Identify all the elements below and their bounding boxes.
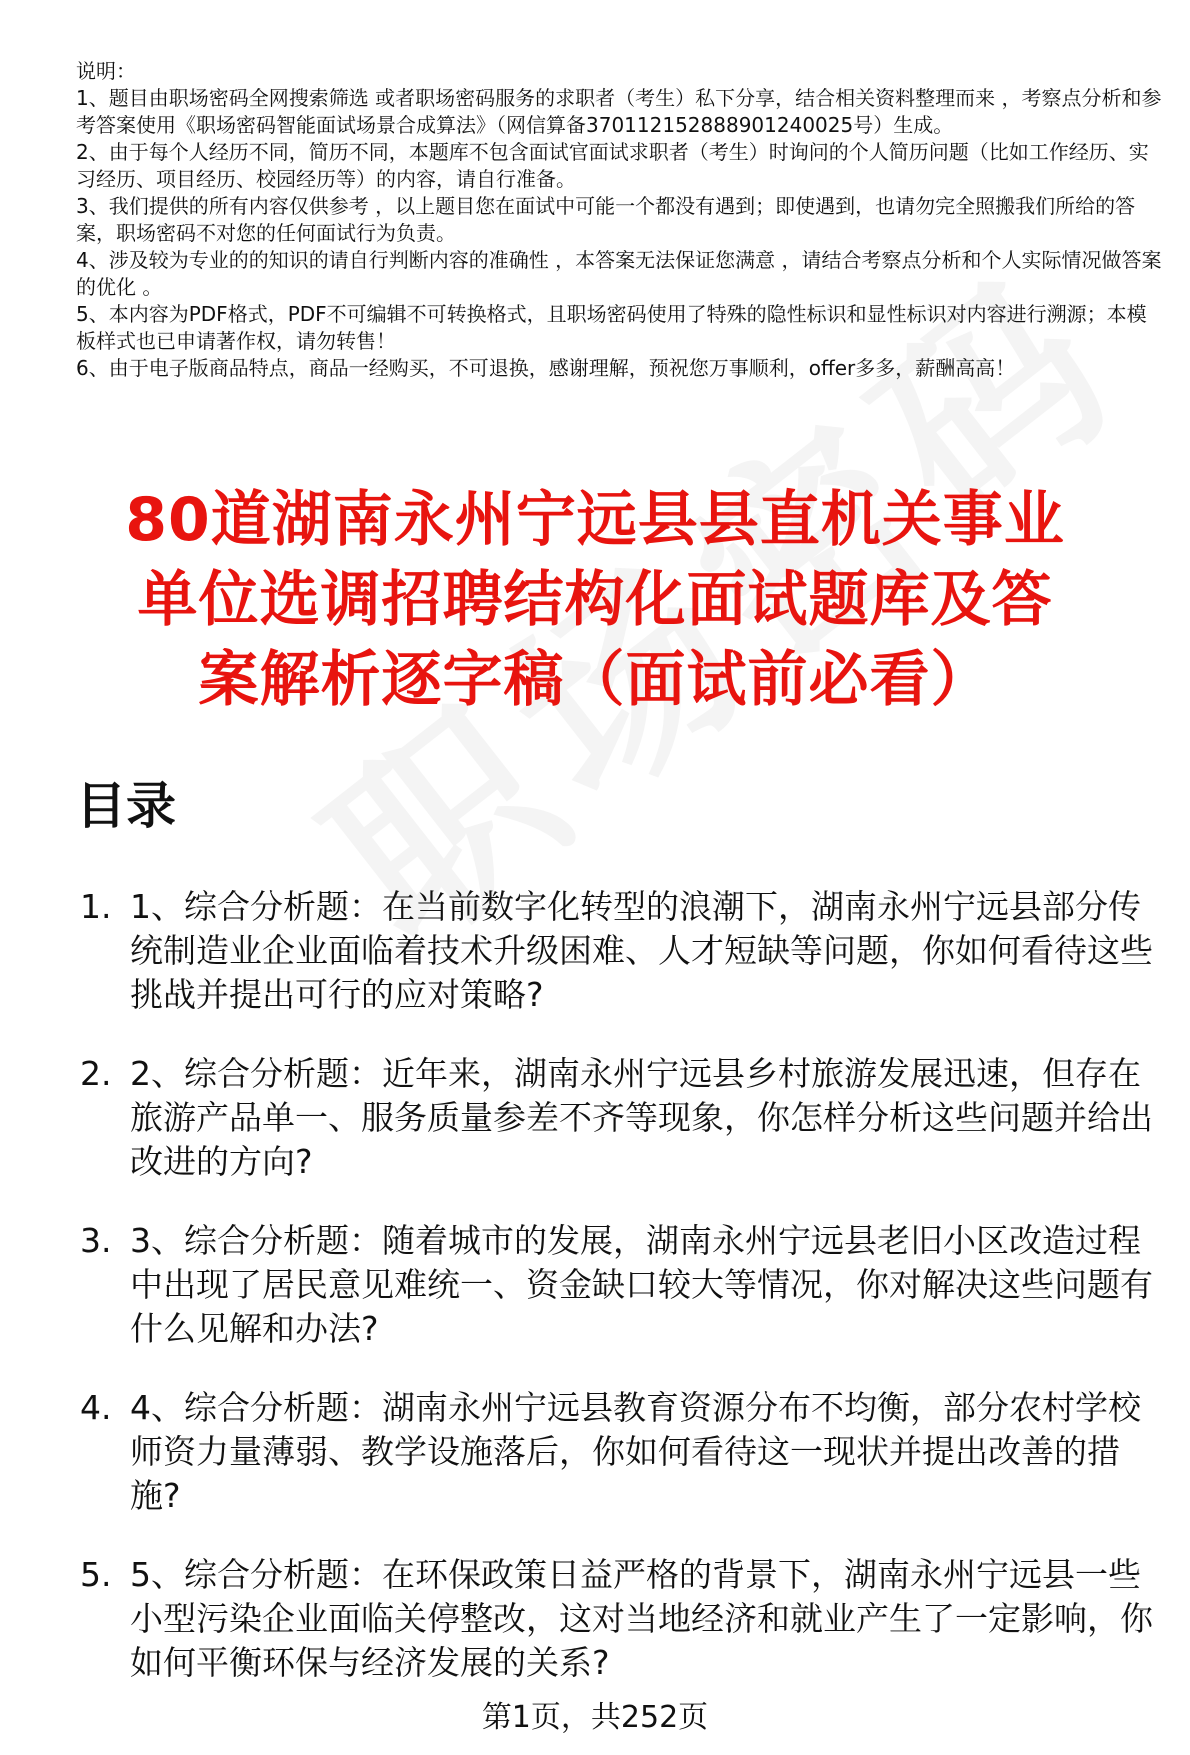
toc-item[interactable]: [76, 1052, 1170, 1184]
toc-item-number: 3.: [80, 1221, 112, 1260]
title-line-3: 案解析逐字稿（面试前必看）: [198, 645, 992, 715]
notice-item-4: 4、涉及较为专业的的知识的请自行判断内容的准确性 ，本答案无法保证您满意 ，请结合考察点分析和个人实际情况做答案的优化 。: [76, 248, 1162, 299]
document-title: [40, 480, 1150, 720]
toc-item[interactable]: [76, 885, 1170, 1017]
toc-item-text: 1、综合分析题：在当前数字化转型的浪潮下，湖南永州宁远县部分传统制造业企业面临着技术升级困难、人才短缺等问题，你如何看待这些挑战并提出可行的应对策略?: [130, 887, 1153, 1014]
toc-item-number: 5.: [80, 1555, 112, 1594]
toc-list: [76, 885, 1170, 1720]
notice-item-5: 5、本内容为PDF格式，PDF不可编辑不可转换格式，且职场密码使用了特殊的隐性标识和显性标识对内容进行溯源；本模板样式也已申请著作权，请勿转售！: [76, 302, 1147, 353]
toc-item-text: 2、综合分析题：近年来，湖南永州宁远县乡村旅游发展迅速，但存在旅游产品单一、服务质量参差不齐等现象，你怎样分析这些问题并给出改进的方向?: [130, 1054, 1153, 1181]
toc-item-number: 4.: [80, 1388, 112, 1427]
toc-item-number: 1.: [80, 887, 112, 926]
page-number-footer: 第1页，共252页: [481, 1700, 709, 1735]
toc-item[interactable]: [76, 1219, 1170, 1351]
toc-item[interactable]: [76, 1386, 1170, 1518]
toc-item-number: 2.: [80, 1054, 112, 1093]
notice-item-3: 3、我们提供的所有内容仅供参考 ，以上题目您在面试中可能一个都没有遇到；即使遇到，也请勿完全照搬我们所给的答案，职场密码不对您的任何面试行为负责。: [76, 194, 1136, 245]
notice-item-6: 6、由于电子版商品特点，商品一经购买，不可退换，感谢理解，预祝您万事顺利，offer多多，薪酬高高！: [76, 356, 1016, 380]
notice-item-1: 1、题目由职场密码全网搜索筛选 或者职场密码服务的求职者（考生）私下分享，结合相关资料整理而来 ，考察点分析和参考答案使用《职场密码智能面试场景合成算法》（网信算备370112152888901240025号）生成。: [76, 86, 1162, 137]
toc-heading: 目录: [76, 777, 176, 835]
title-line-2: 单位选调招聘结构化面试题库及答: [137, 565, 1053, 635]
toc-item-text: 3、综合分析题：随着城市的发展，湖南永州宁远县老旧小区改造过程中出现了居民意见难统一、资金缺口较大等情况，你对解决这些问题有什么见解和办法?: [130, 1221, 1153, 1348]
toc-item-text: 5、综合分析题：在环保政策日益严格的背景下，湖南永州宁远县一些小型污染企业面临关停整改，这对当地经济和就业产生了一定影响，你如何平衡环保与经济发展的关系?: [130, 1555, 1153, 1682]
title-line-1: 80道湖南永州宁远县县直机关事业: [125, 485, 1065, 555]
notice-item-2: 2、由于每个人经历不同，简历不同，本题库不包含面试官面试求职者（考生）时询问的个人简历问题（比如工作经历、实习经历、项目经历、校园经历等）的内容，请自行准备。: [76, 140, 1149, 191]
toc-item-text: 4、综合分析题：湖南永州宁远县教育资源分布不均衡，部分农村学校师资力量薄弱、教学设施落后，你如何看待这一现状并提出改善的措施?: [130, 1388, 1141, 1515]
notice-section: [76, 58, 1166, 382]
toc-item[interactable]: [76, 1553, 1170, 1685]
notice-heading: 说明：: [76, 59, 136, 83]
